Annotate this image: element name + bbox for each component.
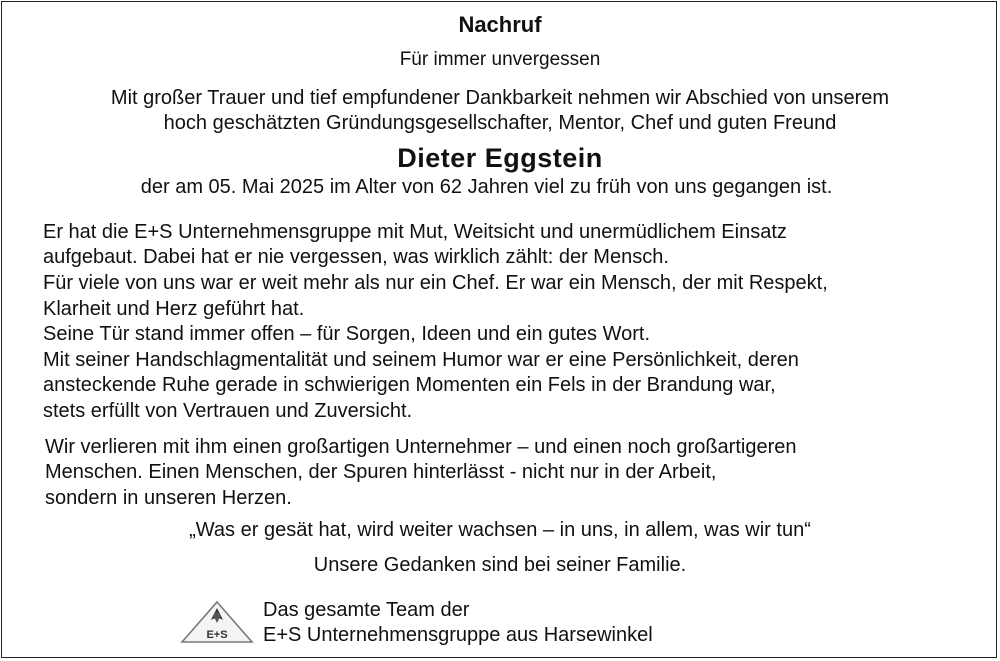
paragraph1-line-5: Seine Tür stand immer offen – für Sorgen, Ideen und ein gutes Wort. [43,323,651,345]
paragraph1-line-4: Klarheit und Herz geführt hat. [43,298,305,320]
deceased-name: Dieter Eggstein [397,143,603,173]
company-logo-text: E+S [206,629,228,641]
obituary-heading: Nachruf [458,12,542,37]
intro-line-2: hoch geschätzten Gründungsgesellschafter, Mentor, Chef und guten Freund [163,112,837,134]
paragraph2-line-3: sondern in unseren Herzen. [45,487,292,509]
signature-line-1: Das gesamte Team der [263,599,470,621]
memorial-quote: „Was er gesät hat, wird weiter wachsen – in uns, in allem, was wir tun“ [189,519,811,541]
signature-line-2: E+S Unternehmensgruppe aus Harsewinkel [263,624,653,646]
paragraph2-line-2: Menschen. Einen Menschen, der Spuren hinterlässt - nicht nur in der Arbeit, [45,461,717,483]
paragraph1-line-7: ansteckende Ruhe gerade in schwierigen Momenten ein Fels in der Brandung war, [43,374,776,396]
paragraph1-line-3: Für viele von uns war er weit mehr als nur ein Chef. Er war ein Mensch, der mit Respekt, [43,272,828,294]
intro-line-1: Mit großer Trauer und tief empfundener Dankbarkeit nehmen wir Abschied von unserem [110,87,890,109]
paragraph1-line-1: Er hat die E+S Unternehmensgruppe mit Mut, Weitsicht und unermüdlichem Einsatz [43,221,787,243]
paragraph1-line-6: Mit seiner Handschlagmentalität und seinem Humor war er eine Persönlichkeit, deren [43,349,799,371]
family-thoughts: Unsere Gedanken sind bei seiner Familie. [313,554,687,576]
passing-line: der am 05. Mai 2025 im Alter von 62 Jahren viel zu früh von uns gegangen ist. [140,176,833,198]
company-logo-icon [180,600,254,644]
obituary-subheading: Für immer unvergessen [399,49,601,70]
paragraph1-line-8: stets erfüllt von Vertrauen und Zuversicht. [43,400,413,422]
paragraph2-line-1: Wir verlieren mit ihm einen großartigen Unternehmer – und einen noch großartigeren [45,436,797,458]
paragraph1-line-2: aufgebaut. Dabei hat er nie vergessen, was wirklich zählt: der Mensch. [43,246,669,268]
